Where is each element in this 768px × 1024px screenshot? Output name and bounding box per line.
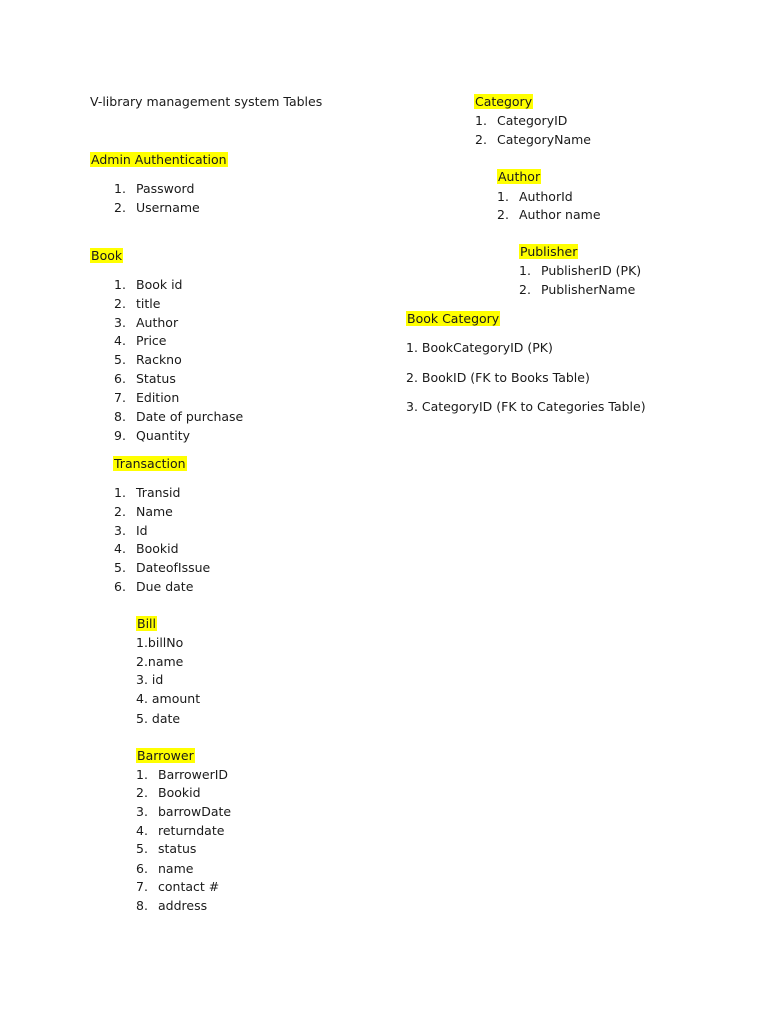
list-item-text: returndate (158, 823, 225, 838)
list-item-number: 6. (114, 579, 126, 594)
list-item-text: Price (136, 333, 167, 348)
list-item-number: 2. (497, 207, 509, 222)
list-item-text: Rackno (136, 352, 182, 367)
list-item-text: Bookid (136, 541, 179, 556)
bill-heading-text: Bill (137, 616, 156, 631)
list-item-text: Status (136, 371, 176, 386)
author-heading (497, 169, 541, 184)
list-item-text: Author (136, 315, 179, 330)
list-item-text: Quantity (136, 428, 191, 443)
list-item-text: Edition (136, 390, 180, 405)
publisher-heading-text: Publisher (520, 244, 578, 259)
transaction-heading-text: Transaction (114, 456, 186, 471)
list-item: 5. date (136, 711, 181, 726)
category-heading-text: Category (475, 94, 533, 109)
list-item-text: Author name (519, 207, 601, 222)
list-item: 2.name (136, 654, 184, 669)
list-item-text: Transid (136, 485, 181, 500)
list-item-number: 2. (114, 504, 126, 519)
list-item-number: 1. (475, 113, 487, 128)
list-item-number: 2. (114, 200, 126, 215)
list-item-text: title (136, 296, 161, 311)
list-item: 2. BookID (FK to Books Table) (406, 370, 590, 385)
transaction-heading (113, 456, 187, 471)
book-category-heading-text: Book Category (407, 311, 500, 326)
list-item-number: 1. (114, 485, 126, 500)
list-item: 3. CategoryID (FK to Categories Table) (406, 399, 646, 414)
list-item-text: address (158, 898, 208, 913)
list-item-text: name (158, 861, 194, 876)
list-item-text: Id (136, 523, 148, 538)
list-item-number: 5. (136, 841, 148, 856)
admin-authentication-heading (90, 152, 228, 167)
list-item-text: CategoryID (497, 113, 568, 128)
list-item-number: 2. (475, 132, 487, 147)
list-item-number: 9. (114, 428, 126, 443)
list-item: 1.billNo (136, 635, 184, 650)
list-item-number: 1. (519, 263, 531, 278)
barrower-heading-text: Barrower (137, 748, 194, 763)
list-item-number: 2. (519, 282, 531, 297)
list-item-text: Password (136, 181, 195, 196)
list-item-text: BarrowerID (158, 767, 229, 782)
list-item-text: DateofIssue (136, 560, 211, 575)
list-item-text: barrowDate (158, 804, 232, 819)
list-item-text: PublisherName (541, 282, 636, 297)
list-item-text: contact # (158, 879, 220, 894)
list-item-number: 8. (114, 409, 126, 424)
list-item-number: 1. (114, 277, 126, 292)
list-item-number: 4. (114, 333, 126, 348)
list-item-number: 7. (114, 390, 126, 405)
list-item-number: 2. (114, 296, 126, 311)
list-item-number: 7. (136, 879, 148, 894)
list-item-text: Name (136, 504, 173, 519)
list-item-number: 4. (114, 541, 126, 556)
list-item-text: Book id (136, 277, 183, 292)
list-item: 3. id (136, 672, 164, 687)
book-heading-text: Book (91, 248, 123, 263)
list-item-number: 3. (136, 804, 148, 819)
list-item-text: Due date (136, 579, 194, 594)
list-item-number: 1. (497, 189, 509, 204)
list-item-number: 5. (114, 352, 126, 367)
list-item-number: 6. (136, 861, 148, 876)
list-item-text: Bookid (158, 785, 201, 800)
list-item-text: AuthorId (519, 189, 573, 204)
list-item-number: 4. (136, 823, 148, 838)
page-title: V-library management system Tables (90, 94, 323, 109)
book-category-heading (406, 311, 500, 326)
list-item-text: CategoryName (497, 132, 591, 147)
bill-heading (136, 616, 157, 631)
author-heading-text: Author (498, 169, 541, 184)
admin-authentication-heading-text: Admin Authentication (91, 152, 227, 167)
list-item-number: 3. (114, 315, 126, 330)
list-item-number: 1. (136, 767, 148, 782)
barrower-heading (136, 748, 195, 763)
publisher-heading (519, 244, 578, 259)
list-item-text: status (158, 841, 197, 856)
list-item-number: 5. (114, 560, 126, 575)
list-item-number: 1. (114, 181, 126, 196)
list-item: 4. amount (136, 691, 201, 706)
list-item-number: 8. (136, 898, 148, 913)
book-heading (90, 248, 123, 263)
list-item-text: Date of purchase (136, 409, 244, 424)
list-item-text: Username (136, 200, 200, 215)
category-heading (474, 94, 533, 109)
list-item-number: 6. (114, 371, 126, 386)
list-item-text: PublisherID (PK) (541, 263, 642, 278)
list-item-number: 2. (136, 785, 148, 800)
list-item: 1. BookCategoryID (PK) (406, 340, 553, 355)
list-item-number: 3. (114, 523, 126, 538)
